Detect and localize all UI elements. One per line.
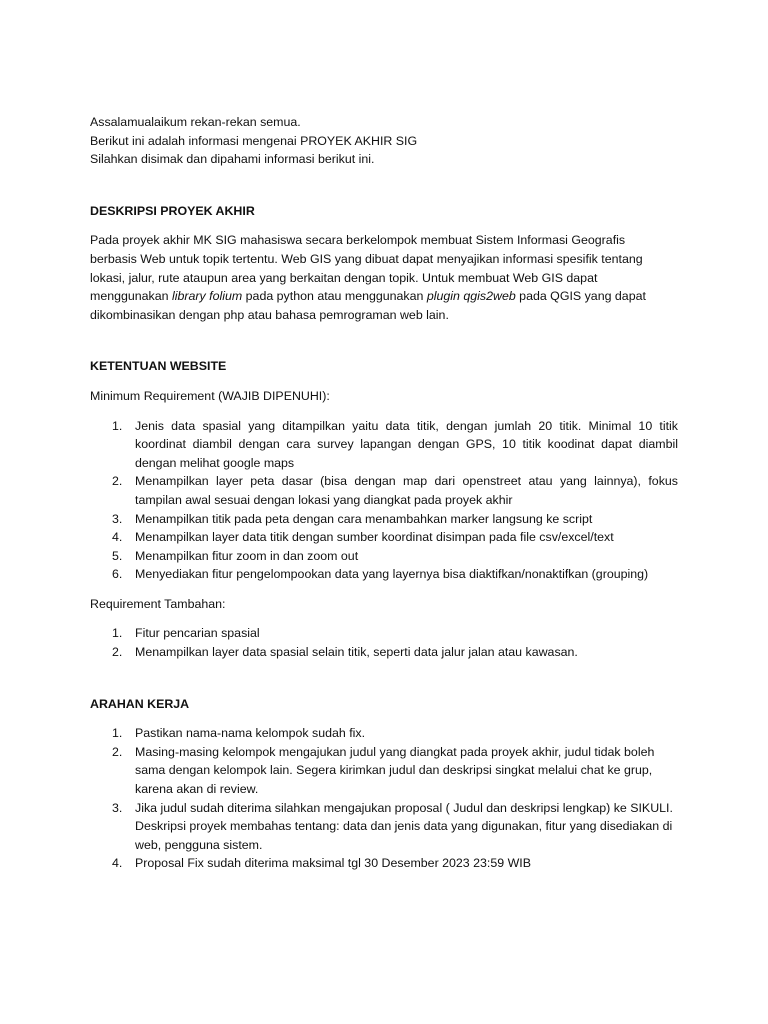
list-number: 3. bbox=[112, 511, 123, 526]
list-item bbox=[90, 643, 678, 662]
greeting-line-2: Berikut ini adalah informasi mengenai PROYEK AKHIR SIG bbox=[90, 133, 418, 148]
list-number: 1. bbox=[112, 418, 123, 433]
deskripsi-plugin: plugin qgis2web bbox=[426, 289, 516, 304]
list-text: Menampilkan layer data titik dengan sumber koordinat disimpan pada file csv/excel/text bbox=[135, 530, 614, 545]
list-number: 4. bbox=[112, 530, 123, 545]
list-number: 1. bbox=[112, 726, 123, 741]
list-item bbox=[90, 565, 678, 584]
list-item bbox=[90, 743, 678, 799]
deskripsi-heading: DESKRIPSI PROYEK AKHIR bbox=[90, 203, 255, 218]
deskripsi-text-2: pada python atau menggunakan bbox=[242, 289, 427, 304]
list-number: 2. bbox=[112, 744, 123, 759]
requirement-tambahan-list bbox=[90, 624, 678, 661]
minimum-requirement-label: Minimum Requirement (WAJIB DIPENUHI): bbox=[90, 388, 330, 403]
minimum-requirement-list bbox=[90, 417, 678, 584]
list-item bbox=[90, 417, 678, 473]
list-item bbox=[90, 528, 678, 547]
greeting-line-1: Assalamualaikum rekan-rekan semua. bbox=[90, 115, 301, 129]
list-text: Fitur pencarian spasial bbox=[135, 626, 260, 641]
list-text: Menyediakan fitur pengelompookan data yang layernya bisa diaktifkan/nonaktifkan (grouping) bbox=[135, 567, 649, 582]
list-number: 5. bbox=[112, 548, 123, 563]
deskripsi-text-1: Pada proyek akhir MK SIG mahasiswa secara berkelompok membuat Sistem Informasi Geografis berbasis Web untuk topik tertentu. Web GIS yang dibuat dapat menyajikan informasi spesifik tentang lokasi, jalur, rute ataupun area yang berkaitan dengan topik. Untuk membuat Web GIS dapat menggunakan bbox=[90, 233, 643, 304]
list-item bbox=[90, 799, 678, 855]
list-number: 4. bbox=[112, 856, 123, 871]
arahan-kerja-list bbox=[90, 724, 678, 873]
list-text: Masing-masing kelompok mengajukan judul yang diangkat pada proyek akhir, judul tidak boleh sama dengan kelompok lain. Segera kirimkan judul dan deskripsi singkat melalui chat ke grup, karena akan di review. bbox=[135, 744, 655, 797]
list-text: Proposal Fix sudah diterima maksimal tgl 30 Desember 2023 23:59 WIB bbox=[135, 856, 531, 871]
list-text: Menampilkan fitur zoom in dan zoom out bbox=[135, 548, 359, 563]
list-item bbox=[90, 547, 678, 566]
list-text: Menampilkan layer peta dasar (bisa dengan map dari openstreet atau yang lainnya), fokus tampilan awal sesuai dengan lokasi yang diangkat pada proyek akhir bbox=[135, 474, 678, 507]
ketentuan-heading: KETENTUAN WEBSITE bbox=[90, 359, 227, 374]
list-item bbox=[90, 724, 678, 743]
list-number: 2. bbox=[112, 474, 123, 489]
arahan-heading: ARAHAN KERJA bbox=[90, 696, 190, 711]
list-number: 1. bbox=[112, 626, 123, 641]
requirement-tambahan-label: Requirement Tambahan: bbox=[90, 596, 226, 611]
list-text: Pastikan nama-nama kelompok sudah fix. bbox=[135, 726, 366, 741]
list-text: Menampilkan layer data spasial selain titik, seperti data jalur jalan atau kawasan. bbox=[135, 645, 578, 660]
list-number: 3. bbox=[112, 800, 123, 815]
document-content bbox=[90, 113, 678, 873]
greeting-line-3: Silahkan disimak dan dipahami informasi berikut ini. bbox=[90, 152, 375, 167]
deskripsi-library: library folium bbox=[171, 289, 243, 304]
list-number: 2. bbox=[112, 645, 123, 660]
list-item bbox=[90, 854, 678, 873]
list-item bbox=[90, 472, 678, 509]
list-item bbox=[90, 624, 678, 643]
deskripsi-text-3: pada QGIS yang dapat dikombinasikan dengan php atau bahasa pemrograman web lain. bbox=[90, 289, 646, 322]
list-number: 6. bbox=[112, 567, 123, 582]
list-text: Jenis data spasial yang ditampilkan yaitu data titik, dengan jumlah 20 titik. Minimal 10 titik koordinat diambil dengan cara survey lapangan dengan GPS, 10 titik koodinat dapat diambil dengan melihat google maps bbox=[135, 418, 678, 470]
list-text: Jika judul sudah diterima silahkan mengajukan proposal ( Judul dan deskripsi lengkap) ke SIKULI. Deskripsi proyek membahas tentang: data dan jenis data yang digunakan, fitur yang disediakan di web, pengguna sistem. bbox=[135, 800, 673, 852]
deskripsi-paragraph bbox=[90, 231, 670, 324]
list-item bbox=[90, 510, 678, 529]
list-text: Menampilkan titik pada peta dengan cara menambahkan marker langsung ke script bbox=[135, 511, 593, 526]
